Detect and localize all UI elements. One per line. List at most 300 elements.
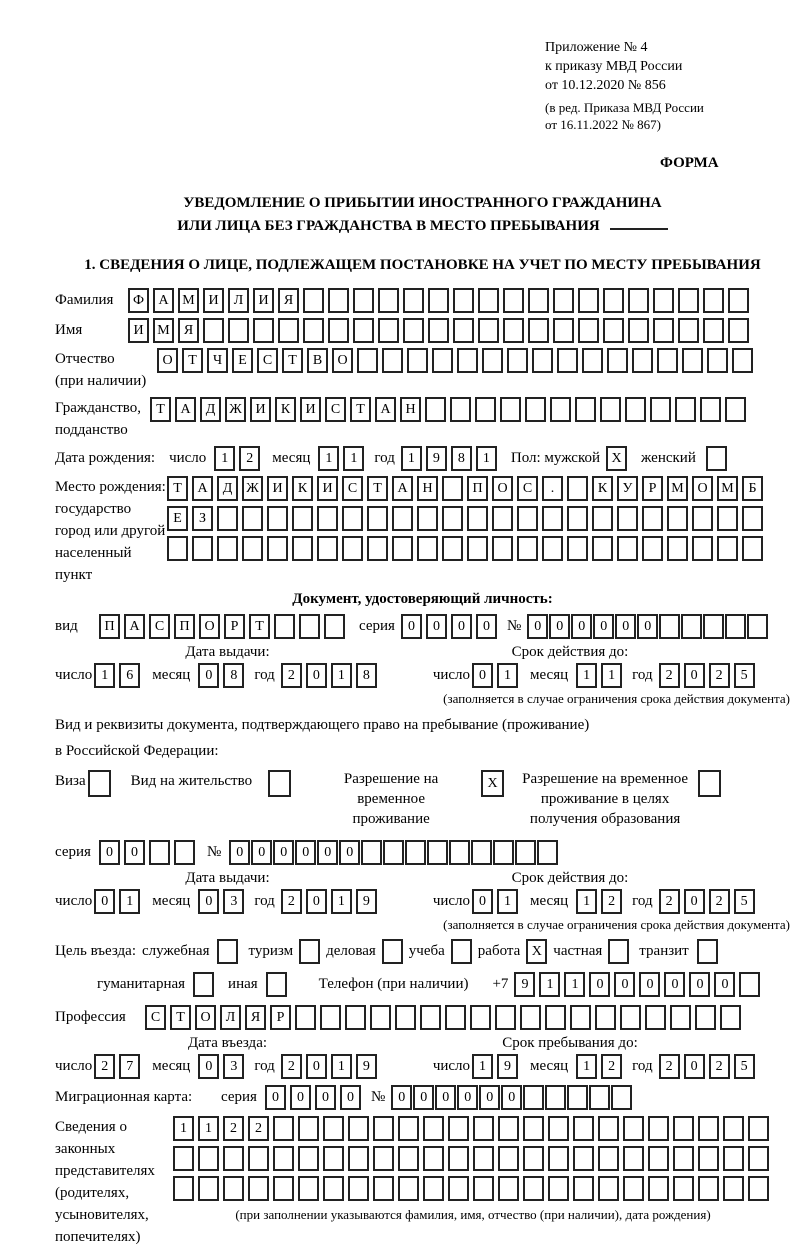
char-box[interactable]: 9 xyxy=(514,972,535,997)
char-box[interactable] xyxy=(617,536,638,561)
char-box[interactable]: 2 xyxy=(601,1054,622,1079)
char-box[interactable] xyxy=(223,1146,244,1171)
char-box[interactable]: 1 xyxy=(331,889,352,914)
char-box[interactable] xyxy=(353,288,374,313)
entry-day-input[interactable] xyxy=(94,1054,144,1079)
char-box[interactable] xyxy=(149,840,170,865)
purpose-humanitarian-checkbox[interactable] xyxy=(193,972,218,997)
char-box[interactable] xyxy=(253,318,274,343)
purpose-official-checkbox[interactable] xyxy=(217,939,242,964)
char-box[interactable] xyxy=(361,840,382,865)
char-box[interactable]: 0 xyxy=(317,840,338,865)
char-box[interactable]: 0 xyxy=(340,1085,361,1110)
char-box[interactable] xyxy=(299,614,320,639)
doc-number-input[interactable] xyxy=(527,614,769,639)
char-box[interactable] xyxy=(670,1005,691,1030)
char-box[interactable]: 0 xyxy=(457,1085,478,1110)
char-box[interactable]: 2 xyxy=(709,1054,730,1079)
char-box[interactable]: 1 xyxy=(576,889,597,914)
char-box[interactable]: И xyxy=(253,288,274,313)
char-box[interactable]: Н xyxy=(400,397,421,422)
char-box[interactable]: Е xyxy=(232,348,253,373)
char-box[interactable] xyxy=(623,1116,644,1141)
entry-year-input[interactable] xyxy=(281,1054,381,1079)
char-box[interactable] xyxy=(295,1005,316,1030)
char-box[interactable] xyxy=(657,348,678,373)
citizenship-input[interactable] xyxy=(150,397,750,422)
temp-permit-checkbox[interactable] xyxy=(481,770,508,797)
char-box[interactable]: И xyxy=(300,397,321,422)
res-issue-month-input[interactable] xyxy=(198,889,248,914)
char-box[interactable] xyxy=(248,1146,269,1171)
birth-place-line3-input[interactable] xyxy=(167,536,767,561)
char-box[interactable] xyxy=(598,1146,619,1171)
char-box[interactable]: Ч xyxy=(207,348,228,373)
char-box[interactable] xyxy=(598,1116,619,1141)
char-box[interactable]: 0 xyxy=(99,840,120,865)
doc-valid-month-input[interactable] xyxy=(576,663,626,688)
char-box[interactable]: Т xyxy=(367,476,388,501)
char-box[interactable]: Ж xyxy=(242,476,263,501)
char-box[interactable]: 2 xyxy=(239,446,260,471)
char-box[interactable]: 0 xyxy=(198,889,219,914)
char-box[interactable] xyxy=(328,318,349,343)
char-box[interactable] xyxy=(192,536,213,561)
char-box[interactable] xyxy=(378,318,399,343)
char-box[interactable] xyxy=(653,288,674,313)
char-box[interactable]: Т xyxy=(150,397,171,422)
char-box[interactable]: 0 xyxy=(684,663,705,688)
char-box[interactable] xyxy=(445,1005,466,1030)
char-box[interactable] xyxy=(475,397,496,422)
char-box[interactable] xyxy=(453,318,474,343)
char-box[interactable] xyxy=(603,288,624,313)
birth-place-line2-input[interactable] xyxy=(167,506,767,531)
char-box[interactable] xyxy=(570,1005,591,1030)
char-box[interactable] xyxy=(342,536,363,561)
char-box[interactable] xyxy=(698,1146,719,1171)
char-box[interactable] xyxy=(692,536,713,561)
char-box[interactable] xyxy=(728,318,749,343)
char-box[interactable]: 0 xyxy=(451,614,472,639)
char-box[interactable]: Ж xyxy=(225,397,246,422)
char-box[interactable]: 0 xyxy=(273,840,294,865)
char-box[interactable]: 1 xyxy=(497,663,518,688)
char-box[interactable] xyxy=(523,1146,544,1171)
doc-valid-year-input[interactable] xyxy=(659,663,759,688)
char-box[interactable]: 3 xyxy=(223,1054,244,1079)
char-box[interactable] xyxy=(642,536,663,561)
purpose-study-checkbox[interactable] xyxy=(451,939,476,964)
char-box[interactable] xyxy=(678,318,699,343)
checkbox[interactable] xyxy=(697,939,718,964)
char-box[interactable]: И xyxy=(128,318,149,343)
char-box[interactable]: 1 xyxy=(94,663,115,688)
mig-number-input[interactable] xyxy=(391,1085,633,1110)
char-box[interactable] xyxy=(482,348,503,373)
char-box[interactable] xyxy=(748,1146,769,1171)
char-box[interactable] xyxy=(673,1116,694,1141)
char-box[interactable] xyxy=(625,397,646,422)
char-box[interactable]: 9 xyxy=(356,1054,377,1079)
char-box[interactable] xyxy=(492,506,513,531)
char-box[interactable] xyxy=(642,506,663,531)
char-box[interactable]: 2 xyxy=(281,1054,302,1079)
char-box[interactable]: А xyxy=(124,614,145,639)
char-box[interactable] xyxy=(537,840,558,865)
char-box[interactable] xyxy=(648,1146,669,1171)
char-box[interactable]: 0 xyxy=(265,1085,286,1110)
char-box[interactable]: 2 xyxy=(281,663,302,688)
char-box[interactable] xyxy=(648,1116,669,1141)
char-box[interactable]: О xyxy=(332,348,353,373)
char-box[interactable]: 5 xyxy=(734,663,755,688)
char-box[interactable]: 0 xyxy=(476,614,497,639)
char-box[interactable] xyxy=(298,1146,319,1171)
char-box[interactable]: 0 xyxy=(339,840,360,865)
char-box[interactable] xyxy=(567,506,588,531)
char-box[interactable] xyxy=(323,1176,344,1201)
checkbox[interactable] xyxy=(608,939,629,964)
char-box[interactable] xyxy=(520,1005,541,1030)
char-box[interactable] xyxy=(553,288,574,313)
char-box[interactable] xyxy=(567,536,588,561)
char-box[interactable]: 1 xyxy=(539,972,560,997)
char-box[interactable]: Д xyxy=(217,476,238,501)
char-box[interactable]: М xyxy=(178,288,199,313)
char-box[interactable] xyxy=(450,397,471,422)
char-box[interactable] xyxy=(739,972,760,997)
char-box[interactable]: Л xyxy=(228,288,249,313)
char-box[interactable] xyxy=(367,536,388,561)
char-box[interactable]: А xyxy=(192,476,213,501)
char-box[interactable]: 5 xyxy=(734,1054,755,1079)
char-box[interactable]: 1 xyxy=(601,663,622,688)
birth-day-input[interactable] xyxy=(214,446,264,471)
char-box[interactable]: Р xyxy=(270,1005,291,1030)
char-box[interactable] xyxy=(725,614,746,639)
purpose-other-checkbox[interactable] xyxy=(266,972,291,997)
char-box[interactable]: М xyxy=(153,318,174,343)
char-box[interactable] xyxy=(617,506,638,531)
char-box[interactable]: 0 xyxy=(413,1085,434,1110)
char-box[interactable] xyxy=(373,1176,394,1201)
char-box[interactable]: 9 xyxy=(497,1054,518,1079)
char-box[interactable] xyxy=(471,840,492,865)
char-box[interactable]: 1 xyxy=(497,889,518,914)
checkbox[interactable] xyxy=(382,939,403,964)
res-issue-day-input[interactable] xyxy=(94,889,144,914)
char-box[interactable]: 0 xyxy=(124,840,145,865)
char-box[interactable] xyxy=(528,318,549,343)
char-box[interactable] xyxy=(273,1116,294,1141)
char-box[interactable] xyxy=(592,536,613,561)
char-box[interactable]: Е xyxy=(167,506,188,531)
char-box[interactable] xyxy=(523,1116,544,1141)
char-box[interactable]: 9 xyxy=(426,446,447,471)
purpose-tourism-checkbox[interactable] xyxy=(299,939,324,964)
char-box[interactable] xyxy=(742,536,763,561)
char-box[interactable] xyxy=(732,348,753,373)
char-box[interactable]: 0 xyxy=(684,889,705,914)
char-box[interactable] xyxy=(723,1146,744,1171)
char-box[interactable]: 0 xyxy=(714,972,735,997)
char-box[interactable] xyxy=(623,1146,644,1171)
res-valid-year-input[interactable] xyxy=(659,889,759,914)
char-box[interactable] xyxy=(403,288,424,313)
char-box[interactable]: 1 xyxy=(576,1054,597,1079)
char-box[interactable] xyxy=(545,1005,566,1030)
char-box[interactable] xyxy=(503,288,524,313)
char-box[interactable] xyxy=(428,318,449,343)
char-box[interactable] xyxy=(448,1176,469,1201)
char-box[interactable] xyxy=(448,1146,469,1171)
char-box[interactable] xyxy=(498,1116,519,1141)
char-box[interactable] xyxy=(667,536,688,561)
char-box[interactable]: П xyxy=(467,476,488,501)
char-box[interactable] xyxy=(578,318,599,343)
char-box[interactable] xyxy=(703,614,724,639)
char-box[interactable] xyxy=(278,318,299,343)
entry-month-input[interactable] xyxy=(198,1054,248,1079)
char-box[interactable] xyxy=(292,536,313,561)
char-box[interactable]: А xyxy=(175,397,196,422)
char-box[interactable] xyxy=(503,318,524,343)
char-box[interactable] xyxy=(273,1146,294,1171)
res-issue-year-input[interactable] xyxy=(281,889,381,914)
char-box[interactable]: 0 xyxy=(472,663,493,688)
char-box[interactable] xyxy=(367,506,388,531)
char-box[interactable]: 1 xyxy=(119,889,140,914)
birth-year-input[interactable] xyxy=(401,446,501,471)
char-box[interactable] xyxy=(473,1176,494,1201)
stay-day-input[interactable] xyxy=(472,1054,522,1079)
char-box[interactable]: Д xyxy=(200,397,221,422)
char-box[interactable] xyxy=(174,840,195,865)
char-box[interactable]: 9 xyxy=(356,889,377,914)
char-box[interactable] xyxy=(717,536,738,561)
char-box[interactable]: 8 xyxy=(356,663,377,688)
char-box[interactable]: У xyxy=(617,476,638,501)
char-box[interactable] xyxy=(405,840,426,865)
char-box[interactable]: 0 xyxy=(664,972,685,997)
char-box[interactable] xyxy=(611,1085,632,1110)
char-box[interactable] xyxy=(603,318,624,343)
char-box[interactable]: 0 xyxy=(306,663,327,688)
char-box[interactable]: 2 xyxy=(659,663,680,688)
char-box[interactable] xyxy=(267,536,288,561)
char-box[interactable] xyxy=(417,536,438,561)
char-box[interactable]: П xyxy=(99,614,120,639)
char-box[interactable] xyxy=(723,1176,744,1201)
char-box[interactable]: Р xyxy=(224,614,245,639)
char-box[interactable] xyxy=(573,1176,594,1201)
char-box[interactable] xyxy=(548,1116,569,1141)
char-box[interactable] xyxy=(448,1116,469,1141)
char-box[interactable]: 1 xyxy=(331,1054,352,1079)
char-box[interactable]: 8 xyxy=(223,663,244,688)
char-box[interactable] xyxy=(442,476,463,501)
char-box[interactable] xyxy=(348,1146,369,1171)
char-box[interactable]: . xyxy=(542,476,563,501)
char-box[interactable] xyxy=(700,397,721,422)
checkbox[interactable] xyxy=(88,770,111,797)
char-box[interactable]: И xyxy=(250,397,271,422)
char-box[interactable] xyxy=(728,288,749,313)
doc-valid-day-input[interactable] xyxy=(472,663,522,688)
char-box[interactable] xyxy=(567,476,588,501)
char-box[interactable] xyxy=(317,506,338,531)
char-box[interactable] xyxy=(628,318,649,343)
res-valid-day-input[interactable] xyxy=(472,889,522,914)
char-box[interactable]: 2 xyxy=(709,889,730,914)
char-box[interactable] xyxy=(478,288,499,313)
char-box[interactable] xyxy=(600,397,621,422)
char-box[interactable] xyxy=(628,288,649,313)
char-box[interactable]: 0 xyxy=(198,663,219,688)
phone-input[interactable] xyxy=(514,972,764,997)
char-box[interactable] xyxy=(398,1146,419,1171)
char-box[interactable] xyxy=(324,614,345,639)
char-box[interactable] xyxy=(653,318,674,343)
char-box[interactable] xyxy=(423,1176,444,1201)
name-input[interactable] xyxy=(128,318,753,343)
char-box[interactable]: 0 xyxy=(637,614,658,639)
char-box[interactable] xyxy=(575,397,596,422)
char-box[interactable] xyxy=(623,1176,644,1201)
char-box[interactable] xyxy=(320,1005,341,1030)
char-box[interactable]: 0 xyxy=(306,889,327,914)
char-box[interactable] xyxy=(532,348,553,373)
char-box[interactable]: О xyxy=(199,614,220,639)
char-box[interactable]: 0 xyxy=(639,972,660,997)
char-box[interactable] xyxy=(273,1176,294,1201)
char-box[interactable] xyxy=(523,1176,544,1201)
char-box[interactable]: Ф xyxy=(128,288,149,313)
char-box[interactable] xyxy=(317,536,338,561)
char-box[interactable]: С xyxy=(145,1005,166,1030)
char-box[interactable] xyxy=(667,506,688,531)
checkbox[interactable] xyxy=(451,939,472,964)
char-box[interactable]: С xyxy=(325,397,346,422)
char-box[interactable]: 0 xyxy=(589,972,610,997)
char-box[interactable]: Т xyxy=(249,614,270,639)
char-box[interactable]: 1 xyxy=(476,446,497,471)
checkbox[interactable]: X xyxy=(481,770,504,797)
char-box[interactable] xyxy=(493,840,514,865)
res-number-input[interactable] xyxy=(229,840,559,865)
char-box[interactable] xyxy=(342,506,363,531)
char-box[interactable]: 0 xyxy=(472,889,493,914)
char-box[interactable] xyxy=(370,1005,391,1030)
char-box[interactable] xyxy=(323,1116,344,1141)
char-box[interactable]: 0 xyxy=(614,972,635,997)
char-box[interactable] xyxy=(507,348,528,373)
char-box[interactable]: 0 xyxy=(315,1085,336,1110)
char-box[interactable]: З xyxy=(192,506,213,531)
char-box[interactable] xyxy=(382,348,403,373)
char-box[interactable]: Я xyxy=(178,318,199,343)
char-box[interactable] xyxy=(650,397,671,422)
char-box[interactable] xyxy=(542,506,563,531)
stay-month-input[interactable] xyxy=(576,1054,626,1079)
char-box[interactable] xyxy=(592,506,613,531)
visa-checkbox[interactable] xyxy=(88,770,115,797)
char-box[interactable] xyxy=(595,1005,616,1030)
char-box[interactable] xyxy=(545,1085,566,1110)
char-box[interactable] xyxy=(373,1116,394,1141)
char-box[interactable] xyxy=(648,1176,669,1201)
mig-series-input[interactable] xyxy=(265,1085,365,1110)
char-box[interactable] xyxy=(747,614,768,639)
char-box[interactable] xyxy=(470,1005,491,1030)
char-box[interactable]: 3 xyxy=(223,889,244,914)
representatives-line2-input[interactable] xyxy=(173,1146,773,1171)
char-box[interactable]: И xyxy=(267,476,288,501)
char-box[interactable] xyxy=(523,1085,544,1110)
char-box[interactable] xyxy=(478,318,499,343)
char-box[interactable]: К xyxy=(275,397,296,422)
char-box[interactable] xyxy=(353,318,374,343)
char-box[interactable] xyxy=(557,348,578,373)
char-box[interactable]: 2 xyxy=(709,663,730,688)
char-box[interactable]: 2 xyxy=(94,1054,115,1079)
char-box[interactable] xyxy=(573,1146,594,1171)
char-box[interactable] xyxy=(582,348,603,373)
char-box[interactable] xyxy=(228,318,249,343)
char-box[interactable] xyxy=(607,348,628,373)
char-box[interactable] xyxy=(720,1005,741,1030)
char-box[interactable] xyxy=(303,288,324,313)
residence-permit-checkbox[interactable] xyxy=(268,770,295,797)
char-box[interactable] xyxy=(453,288,474,313)
char-box[interactable]: Н xyxy=(417,476,438,501)
char-box[interactable]: 2 xyxy=(281,889,302,914)
char-box[interactable]: С xyxy=(342,476,363,501)
birth-place-line1-input[interactable] xyxy=(167,476,767,501)
char-box[interactable]: 1 xyxy=(564,972,585,997)
char-box[interactable] xyxy=(398,1176,419,1201)
char-box[interactable] xyxy=(348,1176,369,1201)
char-box[interactable]: П xyxy=(174,614,195,639)
char-box[interactable]: Т xyxy=(350,397,371,422)
char-box[interactable] xyxy=(723,1116,744,1141)
char-box[interactable] xyxy=(707,348,728,373)
char-box[interactable]: А xyxy=(375,397,396,422)
char-box[interactable]: К xyxy=(592,476,613,501)
char-box[interactable] xyxy=(267,506,288,531)
char-box[interactable]: 0 xyxy=(94,889,115,914)
char-box[interactable]: 7 xyxy=(119,1054,140,1079)
representatives-line1-input[interactable] xyxy=(173,1116,773,1141)
char-box[interactable] xyxy=(292,506,313,531)
char-box[interactable]: 0 xyxy=(290,1085,311,1110)
char-box[interactable] xyxy=(703,318,724,343)
char-box[interactable]: 2 xyxy=(248,1116,269,1141)
char-box[interactable]: 1 xyxy=(343,446,364,471)
char-box[interactable]: О xyxy=(195,1005,216,1030)
representatives-line3-input[interactable] xyxy=(173,1176,773,1201)
char-box[interactable] xyxy=(420,1005,441,1030)
char-box[interactable] xyxy=(473,1116,494,1141)
char-box[interactable] xyxy=(473,1146,494,1171)
char-box[interactable]: Т xyxy=(167,476,188,501)
char-box[interactable] xyxy=(517,536,538,561)
char-box[interactable] xyxy=(500,397,521,422)
char-box[interactable]: 1 xyxy=(198,1116,219,1141)
char-box[interactable] xyxy=(467,506,488,531)
char-box[interactable] xyxy=(692,506,713,531)
